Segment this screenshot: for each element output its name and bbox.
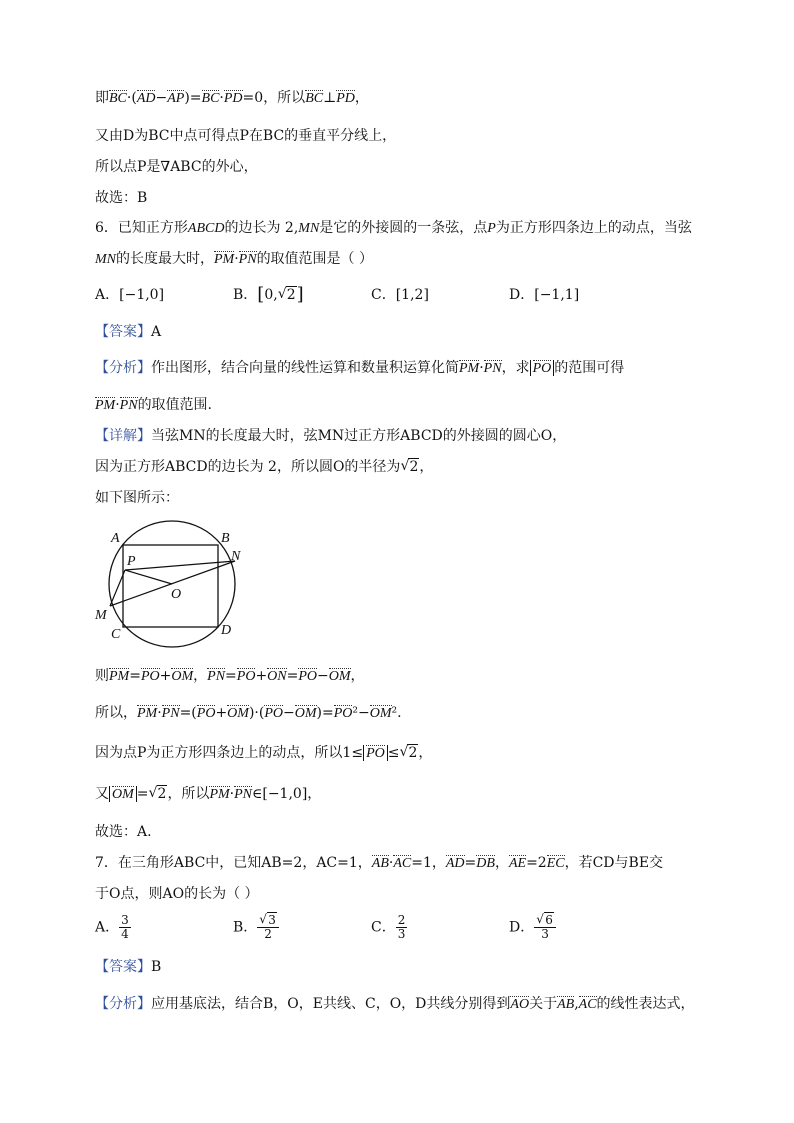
- analysis-line: 【分析】应用基底法，结合B，O，E共线、C，O，D共线分别得到AO关于AB,AC的线性表达式，: [95, 994, 695, 1015]
- text: ，求: [501, 360, 530, 376]
- text: P: [487, 221, 496, 236]
- text: [1,2]: [395, 287, 429, 303]
- label-d: D: [221, 623, 232, 638]
- text: 4: [121, 927, 129, 941]
- text-line: 故选：B: [95, 190, 148, 206]
- question-6-stem: MN的长度最大时，PM·PN的取值范围是（ ）: [95, 249, 373, 270]
- text: ，所以: [263, 90, 306, 106]
- text: 的边长为 2,: [224, 220, 299, 236]
- text: 2: [408, 745, 418, 761]
- text: MN: [298, 221, 320, 236]
- text: 又: [95, 786, 109, 802]
- question-7-stem: 于O点，则AO的长为（ ）: [95, 886, 259, 902]
- text: 6: [545, 913, 553, 927]
- text: 应用基底法，结合B，O，E共线、C，O，D共线分别得到: [151, 996, 511, 1012]
- text: ，: [418, 745, 433, 761]
- text: B．: [233, 287, 258, 303]
- choice-c: [371, 914, 407, 941]
- text: 3: [121, 913, 129, 927]
- text: 因为点P为正方形四条边上的动点，所以1≤: [95, 745, 364, 761]
- answer-tag: 【答案】: [95, 959, 151, 975]
- text: [−1,0]: [119, 287, 165, 303]
- text: ∈[−1,0]，: [252, 786, 322, 802]
- text: 2: [409, 459, 419, 475]
- choice-d: [509, 285, 579, 305]
- label-p: P: [127, 554, 136, 569]
- text: 所以，: [95, 705, 137, 721]
- question-7-stem: 7．在三角形ABC中，已知AB=2，AC=1，AB·AC=1，AD=DB，AE=2EC，若CD与BE交: [95, 853, 663, 874]
- text: D．: [509, 919, 535, 936]
- text: 2: [264, 927, 272, 941]
- text: 是它的外接圆的一条弦，点: [319, 220, 488, 236]
- text: A．: [95, 287, 120, 303]
- text-line: 故选：A.: [95, 824, 152, 840]
- text-line: 即BC·(AD−AP)=BC·PD=0，所以BC⊥PD，: [95, 88, 369, 109]
- text: 2: [157, 786, 167, 802]
- label-o: O: [171, 587, 182, 602]
- choice-b: B．[0,√ 2]: [233, 285, 304, 305]
- text-line: 又由D为BC中点可得点P在BC的垂直平分线上，: [95, 128, 397, 144]
- text: D．: [509, 287, 535, 303]
- detail-line: 如下图所示：: [95, 490, 179, 506]
- analysis-line: 【分析】作出图形，结合向量的线性运算和数量积运算化简PM·PN，求 PO 的范围可得: [95, 358, 624, 379]
- text: B．: [233, 919, 258, 936]
- text: 因为正方形ABCD的边长为 2，所以圆O的半径为: [95, 459, 401, 475]
- text: 当弦MN的长度最大时，弦MN过正方形ABCD的外接圆的圆心O，: [151, 428, 567, 444]
- text: 关于: [529, 996, 558, 1012]
- text-line: 所以点P是∇ABC的外心，: [95, 159, 258, 175]
- choice-a: [95, 914, 131, 941]
- text: 即: [95, 90, 109, 106]
- text: 2: [286, 287, 296, 303]
- text: MN: [95, 252, 116, 267]
- text: 作出图形，结合向量的线性运算和数量积运算化简: [151, 360, 459, 376]
- text: 的长度最大时，: [116, 251, 214, 267]
- text: 则: [95, 668, 109, 684]
- choice-c: [371, 285, 429, 305]
- text: ABCD: [187, 221, 225, 236]
- text: 的取值范围.: [137, 397, 213, 413]
- solution-line: 又 OM =√ 2，所以PM·PN∈[−1,0]，: [95, 784, 321, 805]
- text: 为正方形四条边上的动点，当弦: [495, 220, 692, 236]
- detail-tag: 【详解】: [95, 428, 151, 444]
- label-c: C: [111, 627, 121, 642]
- text: 的线性表达式，: [596, 996, 695, 1012]
- text: [−1,1]: [534, 287, 580, 303]
- analysis-line: PM·PN的取值范围.: [95, 395, 212, 416]
- text: 的取值范围是（ ）: [256, 251, 374, 267]
- label-n: N: [231, 549, 241, 564]
- text: A．: [95, 919, 120, 936]
- label-b: B: [221, 531, 230, 546]
- solution-line: 则PM=PO+OM，PN=PO+ON=PO−OM，: [95, 666, 365, 687]
- label-a: A: [111, 531, 120, 546]
- text: 0,: [264, 287, 278, 303]
- text: ，若CD与BE交: [564, 855, 664, 871]
- text: B: [151, 959, 162, 975]
- segment-po: [125, 570, 172, 584]
- label-m: M: [95, 608, 107, 623]
- text: =: [136, 786, 149, 802]
- text: C．: [371, 919, 396, 936]
- text: 7．在三角形ABC中，已知AB=2，AC=1，: [95, 855, 372, 871]
- text: 3: [397, 927, 406, 941]
- square-abcd: [123, 545, 218, 627]
- solution-line: 因为点P为正方形四条边上的动点，所以1≤ PO ≤√ 2，: [95, 743, 432, 764]
- answer-line: [95, 957, 161, 977]
- analysis-tag: 【分析】: [95, 360, 151, 376]
- text: 2: [397, 913, 406, 927]
- text: 3: [268, 913, 276, 927]
- text: ，: [419, 459, 434, 475]
- analysis-tag: 【分析】: [95, 996, 151, 1012]
- choice-d: [509, 914, 556, 941]
- answer-line: [95, 322, 161, 342]
- question-6-stem: [95, 218, 692, 239]
- text: C．: [371, 287, 396, 303]
- detail-line: [95, 457, 433, 477]
- text: ，所以: [167, 786, 210, 802]
- circle-square-figure: [95, 518, 255, 653]
- answer-tag: 【答案】: [95, 324, 151, 340]
- solution-line: 所以，PM·PN=(PO+OM)·(PO−OM)=PO²−OM².: [95, 703, 402, 724]
- choice-b: [233, 914, 279, 941]
- text: ≤: [387, 745, 400, 761]
- text: 的范围可得: [554, 360, 625, 376]
- text: 3: [541, 927, 549, 941]
- text: A: [151, 324, 162, 340]
- detail-line: [95, 426, 566, 446]
- text: 6．已知正方形: [95, 220, 188, 236]
- choice-a: [95, 285, 164, 305]
